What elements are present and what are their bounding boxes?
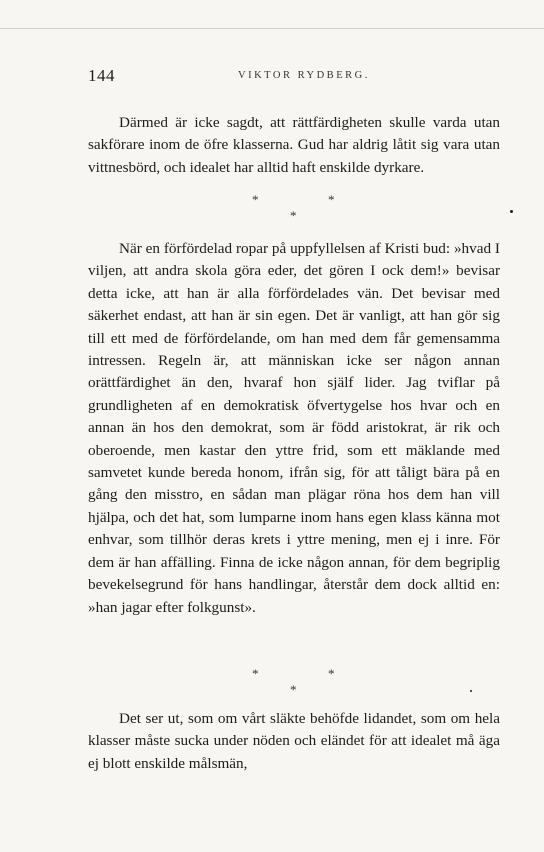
page-header xyxy=(88,66,508,88)
asterisk: * xyxy=(290,208,297,223)
paragraph: Det ser ut, som om vårt släkte behöfde lidandet, som om hela klasser måste sucka under nöden och eländet för att idealet må äga ej blott enskilde målsmän, xyxy=(88,710,500,772)
section-break xyxy=(88,666,500,710)
ink-speck xyxy=(510,210,513,213)
asterisk: * xyxy=(252,192,259,207)
asterisk: * xyxy=(328,192,335,207)
paragraph: Därmed är icke sagdt, att rättfärdigheten skulle varda utan sakförare inom de öfre klasserna. Gud har aldrig låtit sig vara utan vittnesbörd, och idealet har alltid haft enskilde dyrkare. xyxy=(88,114,500,176)
asterisk: * xyxy=(328,666,335,681)
running-head: VIKTOR RYDBERG. xyxy=(238,70,370,81)
ink-speck xyxy=(470,690,472,692)
section-break xyxy=(88,192,500,236)
page-top-edge xyxy=(0,28,544,29)
asterisk: * xyxy=(290,682,297,697)
paragraph: När en förfördelad ropar på uppfyllelsen af Kristi bud: »hvad I viljen, att andra skola göra eder, det gören I ock dem!» bevisar detta icke, att han är alla förfördelades vän. Det bevisar med säkerhet endast, att han är sin egen. Det är vanligt, att han gör sig till ett med de förfördelande, om han med dem får gemensamma intressen. Regeln är, att människan icke ser någon annan orättfärdighet än den, hvaraf hon själf lider. Jag tviflar på grundligheten af en demokratisk öfvertygelse hos hvar och en annan än hos den demokrat, som är född aristokrat, är rik och oberoende, men kastar den yttre frid, som ett mäklande med samvetet kunde bereda honom, ifrån sig, för att tåligt bära på en gång den misstro, en sådan man plägar röna hos dem han vill hjälpa, och det hat, som lumparne inom hans egen klass känna mot enhvar, som tillhör deras krets i yttre mening, men ej i inre. För dem är han affälling. Finna de icke någon annan, för dem begriplig bevekelsegrund för hans handlingar, återstår dem dock alltid en: »han jagar efter folkgunst». xyxy=(88,240,500,616)
asterisk: * xyxy=(252,666,259,681)
page-number: 144 xyxy=(88,66,115,85)
